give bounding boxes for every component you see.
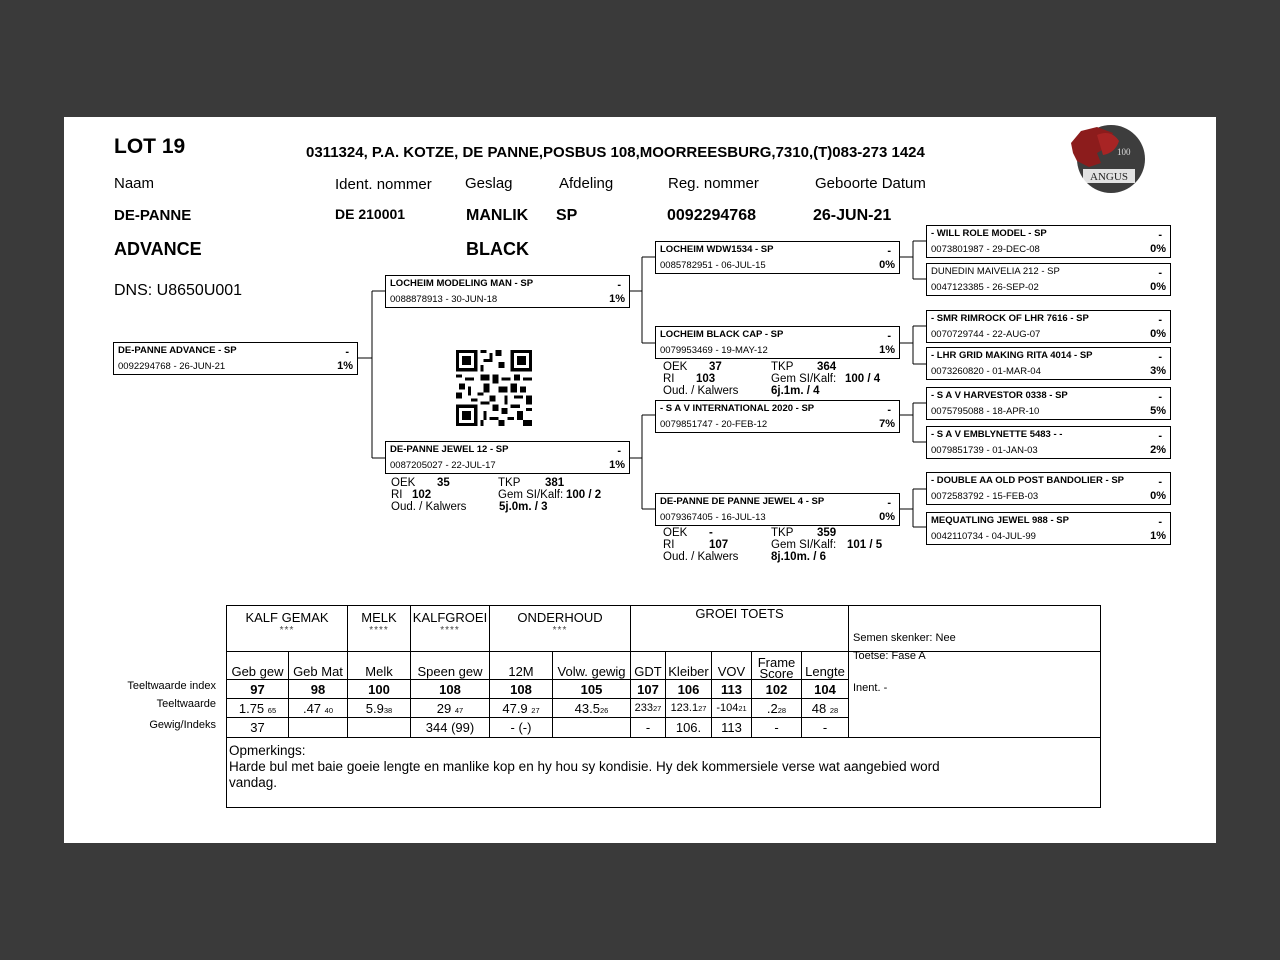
table-cell: 37 [227,718,289,738]
lot-number: LOT 19 [114,135,186,158]
label-ident: Ident. nommer [335,176,432,193]
col-vov: VOV [712,652,752,680]
animal-dns: DNS: U8650U001 [114,282,243,299]
group-onderhoud: ONDERHOUD *** [490,606,631,652]
label-geboorte: Geboorte Datum [815,175,926,192]
table-cell: .47 40 [289,699,348,718]
table-cell: - [752,718,802,738]
col-frame-score: Frame Score [752,652,802,680]
table-cell: 48 28 [802,699,849,718]
svg-text:100: 100 [1117,147,1131,157]
table-cell: 100 [348,680,411,699]
remarks-line-1: Harde bul met baie goeie lengte en manlike kop en hy hou sy kondisie. Hy dek kommersiele verse wat aangebied word [229,759,940,774]
table-row [227,738,1101,808]
table-cell: 104 [802,680,849,699]
table-cell: 113 [712,680,752,699]
pedigree-sire: LOCHEIM MODELING MAN - SP - 0088878913 - 30-JUN-18 1% [385,275,630,308]
table-cell: 23327 [631,699,666,718]
table-cell: .228 [752,699,802,718]
row-label-index: Teeltwaarde index [127,680,216,692]
table-cell: 105 [553,680,631,699]
pedigree-sire-dam: LOCHEIM BLACK CAP - SP - 0079953469 - 19-MAY-12 1% [655,326,900,359]
pedigree-dam-sire: - S A V INTERNATIONAL 2020 - SP - 0079851747 - 20-FEB-12 7% [655,400,900,433]
pedigree-gg-8: MEQUATLING JEWEL 988 - SP - 0042110734 - 04-JUL-99 1% [926,512,1171,545]
pedigree-dam: DE-PANNE JEWEL 12 - SP - 0087205027 - 22-JUL-17 1% [385,441,630,474]
pedigree-gg-6: - S A V EMBLYNETTE 5483 - - - 0079851739 - 01-JAN-03 2% [926,426,1171,459]
group-groei-toets: GROEI TOETS [631,606,849,652]
table-cell: 5.938 [348,699,411,718]
table-cell: 106 [666,680,712,699]
group-kalf-gemak: KALF GEMAK *** [227,606,348,652]
table-cell: - [802,718,849,738]
pedigree-gg-2: DUNEDIN MAIVELIA 212 - SP - 0047123385 - 26-SEP-02 0% [926,263,1171,296]
pedigree-gg-1: - WILL ROLE MODEL - SP - 0073801987 - 29-DEC-08 0% [926,225,1171,258]
owner-details: 0311324, P.A. KOTZE, DE PANNE,POSBUS 108,MOORREESBURG,7310,(T)083-273 1424 [306,144,925,161]
animal-ident: DE 210001 [335,206,406,222]
performance-table [226,605,1101,808]
qr-code[interactable] [454,350,534,426]
animal-reg: 0092294768 [667,207,756,224]
row-label-gewig: Gewig/Indeks [149,719,216,731]
remarks-line-2: vandag. [229,775,278,790]
pedigree-subject: DE-PANNE ADVANCE - SP - 0092294768 - 26-JUN-21 1% [113,342,358,375]
sire-dam-stats: OEK 37 TKP 364 RI 103 Gem SI/Kalf: 100 / 4 Oud. / Kalwers 6j.1m. / 4 [663,361,881,397]
table-cell [553,718,631,738]
col-lengte: Lengte [802,652,849,680]
animal-geboorte: 26-JUN-21 [813,207,892,224]
animal-colour: BLACK [466,239,529,259]
pedigree-gg-4: - LHR GRID MAKING RITA 4014 - SP - 0073260820 - 01-MAR-04 3% [926,347,1171,380]
col-geb-mat: Geb Mat [289,652,348,680]
col-speen-gew: Speen gew [411,652,490,680]
label-naam: Naam [114,175,155,192]
col-12m: 12M [490,652,553,680]
table-row [227,652,1101,680]
svg-text:ANGUS: ANGUS [1090,171,1128,183]
col-kleiber: Kleiber [666,652,712,680]
table-cell: 43.526 [553,699,631,718]
table-cell: 106. [666,718,712,738]
animal-geslag: MANLIK [466,207,529,224]
pedigree-gg-3: - SMR RIMROCK OF LHR 7616 - SP - 0070729744 - 22-AUG-07 0% [926,310,1171,343]
table-cell: 113 [712,718,752,738]
animal-name-2: ADVANCE [114,239,202,259]
table-cell [289,718,348,738]
group-melk: MELK **** [348,606,411,652]
table-cell: 97 [227,680,289,699]
table-row [227,606,1101,652]
catalogue-page [64,117,1216,843]
label-reg: Reg. nommer [668,175,759,192]
table-cell: 108 [490,680,553,699]
label-afdeling: Afdeling [559,175,614,192]
table-cell: 29 47 [411,699,490,718]
row-label-teeltwaarde: Teeltwaarde [156,698,216,710]
dam-stats: OEK 35 TKP 381 RI 102 Gem SI/Kalf: 100 / 2 Oud. / Kalwers 5j.0m. / 3 [391,477,602,513]
remarks-label: Opmerkings: [229,743,306,758]
table-cell: -10421 [712,699,752,718]
col-volw-gewig: Volw. gewig [553,652,631,680]
pedigree-sire-sire: LOCHEIM WDW1534 - SP - 0085782951 - 06-JUL-15 0% [655,241,900,274]
table-cell: - (-) [490,718,553,738]
pedigree-gg-5: - S A V HARVESTOR 0338 - SP - 0075795088 - 18-APR-10 5% [926,387,1171,420]
pedigree-gg-7: - DOUBLE AA OLD POST BANDOLIER - SP - 0072583792 - 15-FEB-03 0% [926,472,1171,505]
col-gdt: GDT [631,652,666,680]
pedigree-dam-dam: DE-PANNE DE PANNE JEWEL 4 - SP - 0079367405 - 16-JUL-13 0% [655,493,900,526]
table-cell: 98 [289,680,348,699]
animal-name-1: DE-PANNE [114,207,192,224]
table-cell: 344 (99) [411,718,490,738]
table-cell: 107 [631,680,666,699]
col-geb-gew: Geb gew [227,652,289,680]
table-cell: 1.75 65 [227,699,289,718]
table-cell: 123.127 [666,699,712,718]
table-cell [348,718,411,738]
table-cell: - [631,718,666,738]
table-cell: 47.9 27 [490,699,553,718]
col-melk: Melk [348,652,411,680]
table-cell: 102 [752,680,802,699]
table-cell: 108 [411,680,490,699]
animal-afdeling: SP [556,207,578,224]
remarks-cell [227,738,1101,808]
table-cell [849,606,1101,652]
label-geslag: Geslag [465,175,513,192]
group-kalfgroei: KALFGROEI **** [411,606,490,652]
side-notes: Semen skenker: Nee Toetse: Fase A Inent. - [849,652,1101,738]
dam-dam-stats: OEK - TKP 359 RI 107 Gem SI/Kalf: 101 / 5 Oud. / Kalwers 8j.10m. / 6 [663,527,883,563]
